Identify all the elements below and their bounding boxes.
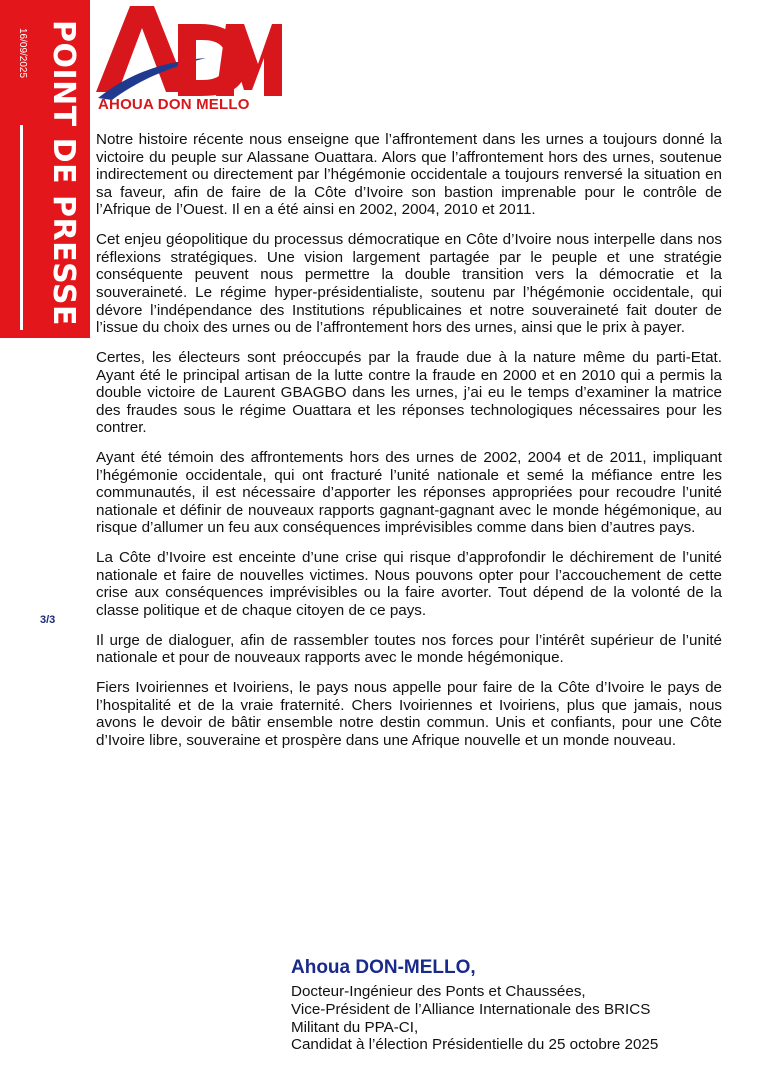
paragraph: Ayant été témoin des affrontements hors des urnes de 2002, 2004 et de 2011, impliquant l’hégémonie occidentale, qui ont fracturé l’unité nationale et semé la méfiance entre les communautés, il est nécessaire d’apporter les réponses appropriées pour recoudre l’unité nationale et définir de nouveaux rapports gagnant-gagnant avec le monde hégémonique, au risque d’allumer un feu aux conséquences imprévisibles comme dans bien d’autres pays. <box>96 449 722 537</box>
signatory-title: Candidat à l’élection Présidentielle du 25 octobre 2025 <box>291 1036 659 1054</box>
paragraph: Cet enjeu géopolitique du processus démocratique en Côte d’Ivoire nous interpelle dans nos réflexions stratégiques. Une vision largement partagée par le peuple et une stratégie conséquente peuvent nous permettre la double transition vers la démocratie et la souveraineté. Le régime hyper-présidentialiste, soutenu par l’hégémonie occidentale, qui dévore l’indépendance des Institutions républicaines et notre souveraineté fait douter de l’issue du choix des urnes ou de l’affrontement hors des urnes, ainsi que le prix à payer. <box>96 231 722 337</box>
side-banner <box>0 0 90 338</box>
signatory-title: Vice-Président de l’Alliance Internationale des BRICS <box>291 1000 651 1018</box>
signatory-title: Militant du PPA-CI, <box>291 1018 419 1036</box>
paragraph: Fiers Ivoiriennes et Ivoiriens, le pays nous appelle pour faire de la Côte d’Ivoire le pays de l’hospitalité et de la vraie fraternité. Chers Ivoiriennes et Ivoiriens, plus que jamais, nous avons le devoir de bâtir ensemble notre destin commun. Unis et confiants, pour une Côte d’Ivoire libre, souveraine et prospère dans une Afrique nouvelle et un monde nouveau. <box>96 679 722 749</box>
signatory-name: Ahoua DON-MELLO, <box>291 957 476 978</box>
paragraph: La Côte d’Ivoire est enceinte d’une crise qui risque d’approfondir le déchirement de l’unité nationale et faire de nouvelles victimes. Nous pouvons opter pour l’accouchement de cette crise aux conséquences imprévisibles ou la faire avorter. Tout dépend de la volonté de la classe politique et de chaque citoyen de ce pays. <box>96 549 722 619</box>
signature-block <box>291 957 741 1054</box>
signatory-title: Docteur-Ingénieur des Ponts et Chaussées, <box>291 983 586 1000</box>
page-number: 3/3 <box>40 614 56 626</box>
paragraph: Notre histoire récente nous enseigne que l’affrontement dans les urnes a toujours donné la victoire du peuple sur Alassane Ouattara. Alors que l’affrontement hors des urnes, soutenue indirectement ou directement par l’hégémonie occidentale a toujours renversé la situation en sa faveur, afin de faire de la Côte d’Ivoire son bastion imprenable pour le contrôle de l’Afrique de l’Ouest. Il en a été ainsi en 2002, 2004, 2010 et 2011. <box>96 131 722 219</box>
banner-title: POINT DE PRESSE <box>46 20 81 326</box>
banner-divider <box>20 125 23 330</box>
logo-name: AHOUA DON MELLO <box>98 96 250 113</box>
paragraph: Certes, les électeurs sont préoccupés par la fraude due à la nature même du parti-Etat. Ayant été le principal artisan de la lutte contre la fraude en 2000 et en 2010 qui a permis la double victoire de Laurent GBAGBO dans les urnes, j’ai eu le temps d’examiner la matrice des fraudes sous le régime Ouattara et les réponses technologiques nécessaires pour les contrer. <box>96 348 722 437</box>
paragraph: Il urge de dialoguer, afin de rassembler toutes nos forces pour l’intérêt supérieur de l’unité nationale et pour de nouveaux rapports avec le monde hégémonique. <box>96 631 722 667</box>
press-date: 16/09/2025 <box>17 28 28 79</box>
press-body <box>96 131 722 762</box>
